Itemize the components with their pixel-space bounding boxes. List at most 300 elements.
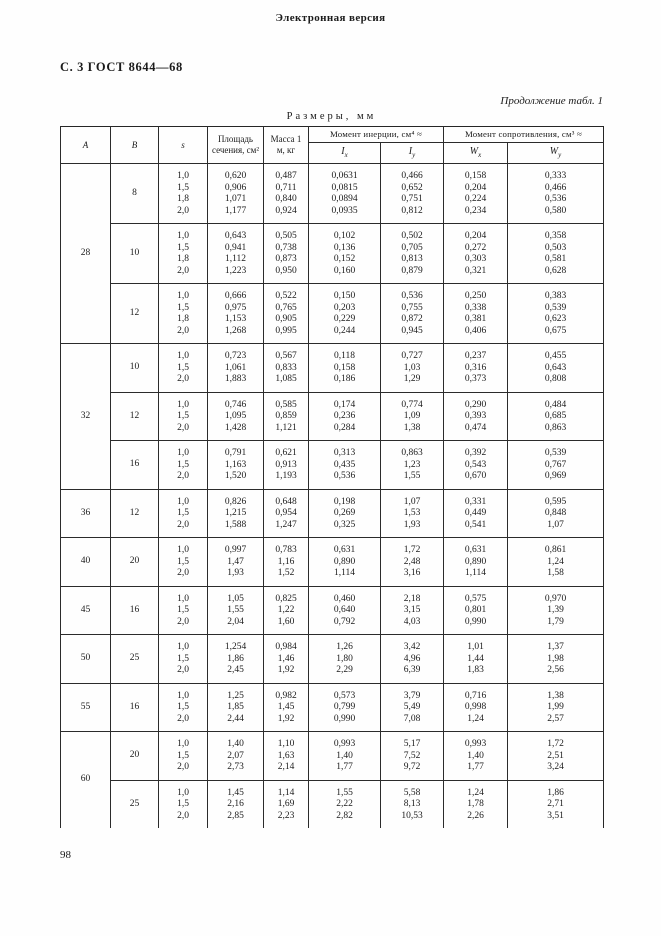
cell-wy: 2,51	[508, 751, 604, 763]
header-col-wy	[508, 143, 604, 164]
cell-wy: 3,24	[508, 762, 604, 780]
cell-wy: 1,58	[508, 568, 604, 586]
cell-wy: 2,71	[508, 799, 604, 811]
cell-b: 16	[111, 441, 159, 490]
cell-area: 0,746	[208, 392, 264, 411]
cell-mass: 1,60	[264, 617, 309, 635]
cell-iy: 0,872	[381, 314, 444, 326]
table-title: Размеры, мм	[286, 111, 377, 122]
cell-wy: 0,358	[508, 224, 604, 243]
cell-area: 1,883	[208, 374, 264, 392]
cell-a: 55	[61, 683, 111, 732]
header-col-a: А	[61, 127, 111, 164]
cell-wx: 0,224	[444, 194, 508, 206]
cell-mass: 1,63	[264, 751, 309, 763]
cell-mass: 0,924	[264, 206, 309, 224]
cell-wy: 1,79	[508, 617, 604, 635]
cell-wx: 1,83	[444, 665, 508, 683]
cell-ix: 0,536	[309, 471, 381, 489]
cell-area: 0,791	[208, 441, 264, 460]
cell-wx: 0,716	[444, 683, 508, 702]
cell-area: 0,941	[208, 243, 264, 255]
cell-s: 1,5	[159, 557, 208, 569]
cell-wy: 0,970	[508, 586, 604, 605]
cell-b: 25	[111, 780, 159, 828]
cell-iy: 0,727	[381, 344, 444, 363]
cell-wx: 0,393	[444, 411, 508, 423]
cell-iy: 3,79	[381, 683, 444, 702]
cell-b: 25	[111, 635, 159, 684]
cell-s: 1,5	[159, 508, 208, 520]
cell-mass: 1,16	[264, 557, 309, 569]
cell-mass: 0,905	[264, 314, 309, 326]
cell-ix: 1,114	[309, 568, 381, 586]
cell-ix: 0,160	[309, 266, 381, 284]
cell-iy: 1,72	[381, 538, 444, 557]
cell-ix: 2,22	[309, 799, 381, 811]
cell-mass: 0,487	[264, 164, 309, 183]
table-row	[61, 538, 604, 557]
cell-mass: 0,873	[264, 254, 309, 266]
cell-ix: 1,55	[309, 780, 381, 799]
cell-wy: 0,503	[508, 243, 604, 255]
cell-iy: 0,812	[381, 206, 444, 224]
cell-iy: 1,53	[381, 508, 444, 520]
cell-wy: 0,969	[508, 471, 604, 489]
cell-s: 2,0	[159, 206, 208, 224]
cell-ix: 0,102	[309, 224, 381, 243]
cell-s: 1,0	[159, 344, 208, 363]
cell-a: 60	[61, 732, 111, 829]
cell-wx: 0,449	[444, 508, 508, 520]
header-col-wx	[444, 143, 508, 164]
cell-iy: 5,17	[381, 732, 444, 751]
cell-area: 0,975	[208, 303, 264, 315]
cell-wx: 0,890	[444, 557, 508, 569]
cell-wy: 2,56	[508, 665, 604, 683]
cell-ix: 0,158	[309, 363, 381, 375]
cell-ix: 0,890	[309, 557, 381, 569]
cell-mass: 0,783	[264, 538, 309, 557]
cell-mass: 0,648	[264, 489, 309, 508]
cell-wx: 0,204	[444, 224, 508, 243]
cell-ix: 1,77	[309, 762, 381, 780]
cell-area: 1,520	[208, 471, 264, 489]
table-row	[61, 164, 604, 183]
cell-mass: 1,193	[264, 471, 309, 489]
cell-b: 16	[111, 683, 159, 732]
cell-s: 1,0	[159, 635, 208, 654]
cell-wx: 0,381	[444, 314, 508, 326]
cell-s: 1,0	[159, 284, 208, 303]
cell-area: 1,55	[208, 605, 264, 617]
cell-iy: 0,945	[381, 326, 444, 344]
cell-wx: 0,541	[444, 520, 508, 538]
table-row	[61, 441, 604, 460]
cell-wx: 0,338	[444, 303, 508, 315]
cell-wy: 1,07	[508, 520, 604, 538]
iy-subscript: y	[412, 150, 416, 159]
cell-wy: 0,536	[508, 194, 604, 206]
cell-mass: 0,711	[264, 183, 309, 195]
cell-wx: 0,993	[444, 732, 508, 751]
header-col-s: s	[159, 127, 208, 164]
cell-area: 1,45	[208, 780, 264, 799]
table-row	[61, 392, 604, 411]
cell-area: 1,93	[208, 568, 264, 586]
cell-ix: 0,573	[309, 683, 381, 702]
wx-symbol: W	[469, 145, 479, 157]
cell-wy: 0,675	[508, 326, 604, 344]
cell-iy: 4,03	[381, 617, 444, 635]
cell-wx: 0,303	[444, 254, 508, 266]
cell-mass: 1,92	[264, 665, 309, 683]
cell-wy: 0,628	[508, 266, 604, 284]
cell-ix: 0,0815	[309, 183, 381, 195]
cell-mass: 1,45	[264, 702, 309, 714]
cell-ix: 1,26	[309, 635, 381, 654]
cell-ix: 0,435	[309, 460, 381, 472]
table-row	[61, 489, 604, 508]
cell-s: 1,0	[159, 392, 208, 411]
cell-iy: 1,03	[381, 363, 444, 375]
cell-wy: 1,37	[508, 635, 604, 654]
cell-area: 2,73	[208, 762, 264, 780]
cell-mass: 1,121	[264, 423, 309, 441]
cell-mass: 1,085	[264, 374, 309, 392]
cell-area: 1,05	[208, 586, 264, 605]
wy-symbol: W	[549, 145, 559, 157]
cell-iy: 0,879	[381, 266, 444, 284]
cell-b: 16	[111, 586, 159, 635]
cell-area: 2,85	[208, 811, 264, 829]
cell-wx: 1,44	[444, 654, 508, 666]
cell-ix: 0,136	[309, 243, 381, 255]
cell-iy: 0,466	[381, 164, 444, 183]
cell-area: 2,16	[208, 799, 264, 811]
cell-wx: 1,78	[444, 799, 508, 811]
cell-iy: 2,18	[381, 586, 444, 605]
cell-s: 1,0	[159, 489, 208, 508]
cell-s: 1,0	[159, 780, 208, 799]
cell-mass: 1,46	[264, 654, 309, 666]
cell-ix: 0,244	[309, 326, 381, 344]
cell-s: 1,5	[159, 799, 208, 811]
cell-s: 1,5	[159, 654, 208, 666]
cell-iy: 0,536	[381, 284, 444, 303]
cell-mass: 0,913	[264, 460, 309, 472]
header-inertia-group: Момент инерции, см⁴ ≈	[309, 127, 444, 143]
cell-wx: 1,24	[444, 780, 508, 799]
cell-wx: 0,316	[444, 363, 508, 375]
cell-s: 1,0	[159, 224, 208, 243]
cell-wy: 1,98	[508, 654, 604, 666]
cell-wx: 0,474	[444, 423, 508, 441]
cell-s: 2,0	[159, 520, 208, 538]
cell-wy: 0,539	[508, 303, 604, 315]
cell-iy: 9,72	[381, 762, 444, 780]
cell-area: 2,07	[208, 751, 264, 763]
cell-a: 36	[61, 489, 111, 538]
cell-s: 1,5	[159, 460, 208, 472]
cell-iy: 0,755	[381, 303, 444, 315]
cell-area: 1,47	[208, 557, 264, 569]
cell-wx: 1,77	[444, 762, 508, 780]
table-row	[61, 780, 604, 799]
cell-area: 0,906	[208, 183, 264, 195]
cell-s: 1,8	[159, 194, 208, 206]
cell-wy: 0,643	[508, 363, 604, 375]
table-row	[61, 284, 604, 303]
cell-b: 10	[111, 224, 159, 284]
cell-area: 2,04	[208, 617, 264, 635]
cell-mass: 1,52	[264, 568, 309, 586]
cell-iy: 7,52	[381, 751, 444, 763]
cell-mass: 1,14	[264, 780, 309, 799]
cell-wx: 1,24	[444, 714, 508, 732]
cell-area: 2,45	[208, 665, 264, 683]
cell-iy: 0,813	[381, 254, 444, 266]
cell-area: 1,215	[208, 508, 264, 520]
cell-wy: 0,767	[508, 460, 604, 472]
cell-mass: 1,10	[264, 732, 309, 751]
cell-ix: 2,29	[309, 665, 381, 683]
cell-iy: 0,502	[381, 224, 444, 243]
cell-area: 1,177	[208, 206, 264, 224]
cell-area: 0,997	[208, 538, 264, 557]
cell-wx: 0,543	[444, 460, 508, 472]
cell-mass: 0,738	[264, 243, 309, 255]
header-col-ix	[309, 143, 381, 164]
cell-wy: 0,808	[508, 374, 604, 392]
header-col-mass: Масса 1 м, кг	[264, 127, 309, 164]
cell-wy: 0,581	[508, 254, 604, 266]
cell-ix: 0,198	[309, 489, 381, 508]
cell-iy: 2,48	[381, 557, 444, 569]
cell-iy: 10,53	[381, 811, 444, 829]
cell-s: 2,0	[159, 374, 208, 392]
cell-iy: 3,16	[381, 568, 444, 586]
cell-ix: 0,0631	[309, 164, 381, 183]
cell-wx: 0,321	[444, 266, 508, 284]
cell-iy: 1,29	[381, 374, 444, 392]
cell-s: 2,0	[159, 714, 208, 732]
cell-s: 1,5	[159, 605, 208, 617]
dimensions-table	[60, 126, 604, 828]
cell-mass: 1,22	[264, 605, 309, 617]
cell-b: 12	[111, 392, 159, 441]
cell-wy: 3,51	[508, 811, 604, 829]
cell-s: 1,5	[159, 303, 208, 315]
cell-area: 1,254	[208, 635, 264, 654]
cell-iy: 3,15	[381, 605, 444, 617]
table-row	[61, 635, 604, 654]
cell-area: 1,153	[208, 314, 264, 326]
cell-ix: 0,460	[309, 586, 381, 605]
cell-wx: 0,373	[444, 374, 508, 392]
table-row	[61, 224, 604, 243]
cell-mass: 1,247	[264, 520, 309, 538]
cell-area: 1,588	[208, 520, 264, 538]
cell-iy: 5,49	[381, 702, 444, 714]
cell-ix: 0,313	[309, 441, 381, 460]
cell-ix: 0,229	[309, 314, 381, 326]
cell-area: 1,428	[208, 423, 264, 441]
cell-wx: 0,631	[444, 538, 508, 557]
cell-wy: 0,333	[508, 164, 604, 183]
cell-ix: 0,152	[309, 254, 381, 266]
cell-iy: 1,38	[381, 423, 444, 441]
cell-wx: 0,670	[444, 471, 508, 489]
cell-wx: 0,272	[444, 243, 508, 255]
cell-ix: 0,236	[309, 411, 381, 423]
cell-wy: 1,24	[508, 557, 604, 569]
cell-wy: 0,685	[508, 411, 604, 423]
cell-wx: 1,01	[444, 635, 508, 654]
header-resistance-group: Момент сопротивления, см³ ≈	[444, 127, 604, 143]
cell-wx: 1,114	[444, 568, 508, 586]
cell-wx: 0,392	[444, 441, 508, 460]
cell-s: 2,0	[159, 617, 208, 635]
cell-s: 1,0	[159, 538, 208, 557]
cell-wx: 2,26	[444, 811, 508, 829]
cell-iy: 8,13	[381, 799, 444, 811]
cell-wy: 1,39	[508, 605, 604, 617]
cell-mass: 0,840	[264, 194, 309, 206]
doc-header: С. 3 ГОСТ 8644—68	[60, 60, 183, 74]
cell-mass: 0,995	[264, 326, 309, 344]
cell-ix: 0,269	[309, 508, 381, 520]
cell-iy: 1,55	[381, 471, 444, 489]
cell-s: 1,0	[159, 586, 208, 605]
cell-a: 28	[61, 164, 111, 344]
cell-wy: 0,466	[508, 183, 604, 195]
cell-mass: 0,505	[264, 224, 309, 243]
cell-mass: 0,982	[264, 683, 309, 702]
cell-s: 1,5	[159, 411, 208, 423]
cell-mass: 0,950	[264, 266, 309, 284]
cell-iy: 1,07	[381, 489, 444, 508]
cell-wy: 0,539	[508, 441, 604, 460]
cell-wx: 1,40	[444, 751, 508, 763]
cell-wx: 0,234	[444, 206, 508, 224]
cell-wx: 0,250	[444, 284, 508, 303]
cell-ix: 0,0935	[309, 206, 381, 224]
cell-iy: 6,39	[381, 665, 444, 683]
cell-s: 2,0	[159, 665, 208, 683]
cell-wy: 0,623	[508, 314, 604, 326]
cell-wx: 0,290	[444, 392, 508, 411]
table-row	[61, 586, 604, 605]
cell-wx: 0,406	[444, 326, 508, 344]
cell-area: 1,223	[208, 266, 264, 284]
table-header	[61, 127, 604, 164]
cell-area: 1,86	[208, 654, 264, 666]
cell-mass: 0,621	[264, 441, 309, 460]
cell-ix: 0,174	[309, 392, 381, 411]
cell-s: 1,5	[159, 243, 208, 255]
cell-ix: 0,0894	[309, 194, 381, 206]
cell-area: 1,163	[208, 460, 264, 472]
cell-ix: 0,640	[309, 605, 381, 617]
cell-wy: 0,595	[508, 489, 604, 508]
cell-wy: 0,455	[508, 344, 604, 363]
cell-mass: 0,765	[264, 303, 309, 315]
cell-iy: 1,93	[381, 520, 444, 538]
cell-mass: 0,859	[264, 411, 309, 423]
cell-area: 1,40	[208, 732, 264, 751]
table-row	[61, 732, 604, 751]
table-row	[61, 344, 604, 363]
cell-iy: 4,96	[381, 654, 444, 666]
cell-mass: 0,567	[264, 344, 309, 363]
cell-ix: 0,150	[309, 284, 381, 303]
cell-area: 2,44	[208, 714, 264, 732]
cell-ix: 0,203	[309, 303, 381, 315]
cell-area: 0,643	[208, 224, 264, 243]
cell-wy: 2,57	[508, 714, 604, 732]
cell-ix: 0,631	[309, 538, 381, 557]
cell-s: 1,0	[159, 164, 208, 183]
cell-s: 2,0	[159, 762, 208, 780]
cell-mass: 2,14	[264, 762, 309, 780]
cell-ix: 0,118	[309, 344, 381, 363]
cell-a: 40	[61, 538, 111, 587]
cell-mass: 0,954	[264, 508, 309, 520]
cell-wy: 0,383	[508, 284, 604, 303]
cell-wy: 0,861	[508, 538, 604, 557]
cell-s: 1,5	[159, 751, 208, 763]
cell-iy: 0,863	[381, 441, 444, 460]
wx-subscript: x	[478, 150, 482, 159]
cell-s: 2,0	[159, 266, 208, 284]
cell-wx: 0,158	[444, 164, 508, 183]
cell-s: 2,0	[159, 811, 208, 829]
cell-area: 1,25	[208, 683, 264, 702]
cell-s: 1,0	[159, 441, 208, 460]
cell-s: 1,5	[159, 702, 208, 714]
cell-s: 1,0	[159, 732, 208, 751]
cell-iy: 0,652	[381, 183, 444, 195]
cell-b: 20	[111, 538, 159, 587]
cell-mass: 0,825	[264, 586, 309, 605]
cell-mass: 2,23	[264, 811, 309, 829]
cell-wy: 1,86	[508, 780, 604, 799]
page-number: 98	[60, 849, 71, 861]
cell-iy: 1,23	[381, 460, 444, 472]
cell-mass: 0,522	[264, 284, 309, 303]
cell-ix: 2,82	[309, 811, 381, 829]
cell-ix: 0,284	[309, 423, 381, 441]
cell-s: 1,8	[159, 254, 208, 266]
cell-iy: 7,08	[381, 714, 444, 732]
cell-wx: 0,204	[444, 183, 508, 195]
cell-area: 1,112	[208, 254, 264, 266]
cell-mass: 1,69	[264, 799, 309, 811]
cell-wy: 0,484	[508, 392, 604, 411]
cell-ix: 0,325	[309, 520, 381, 538]
ix-subscript: x	[344, 150, 348, 159]
cell-wx: 0,237	[444, 344, 508, 363]
cell-area: 0,620	[208, 164, 264, 183]
cell-ix: 0,186	[309, 374, 381, 392]
iy-symbol: I	[408, 145, 413, 157]
cell-iy: 0,751	[381, 194, 444, 206]
cell-mass: 0,984	[264, 635, 309, 654]
cell-iy: 5,58	[381, 780, 444, 799]
cell-area: 1,071	[208, 194, 264, 206]
cell-a: 45	[61, 586, 111, 635]
